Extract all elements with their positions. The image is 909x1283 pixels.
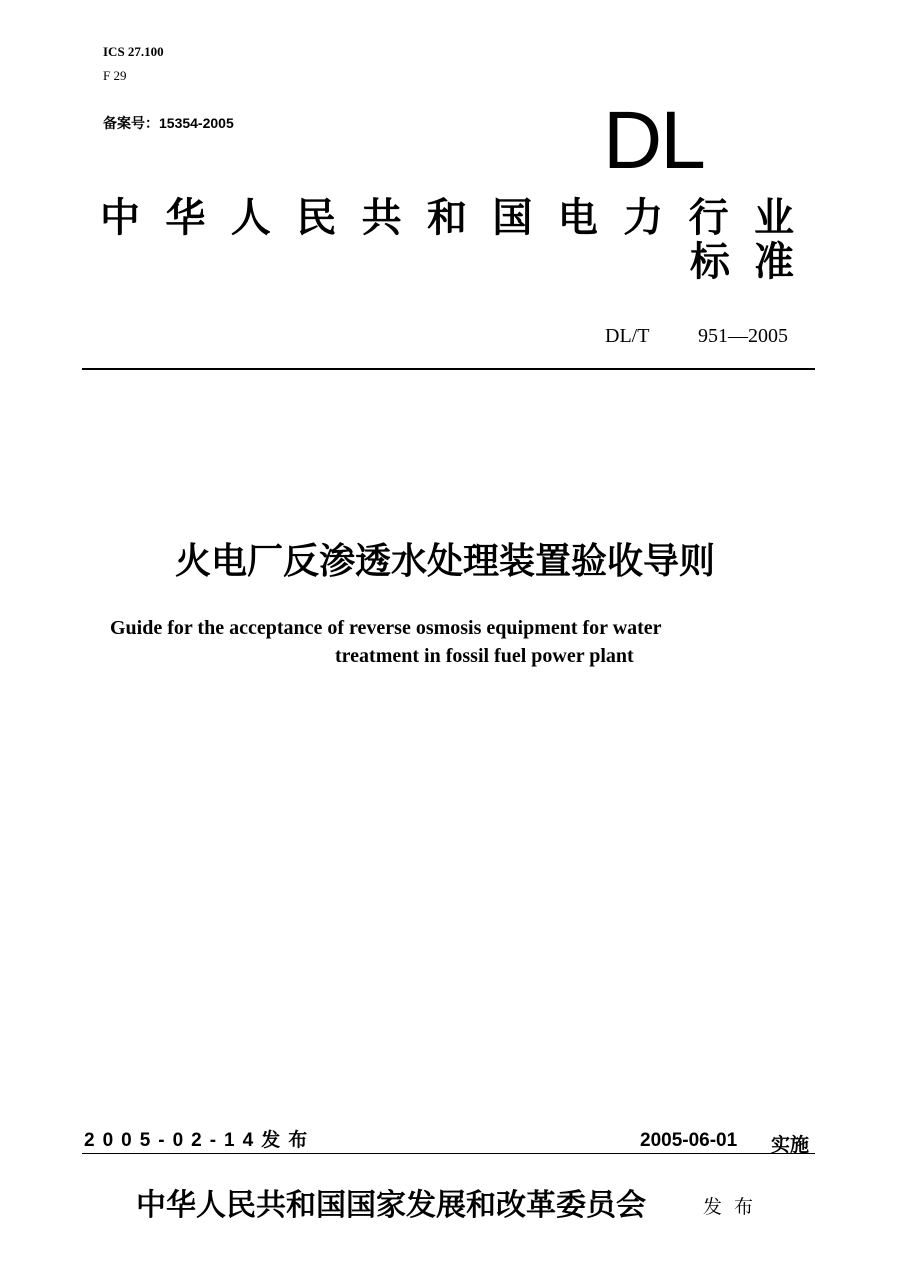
document-title-cn: 火电厂反渗透水处理装置验收导则 — [174, 540, 715, 581]
issue-date: 2005-02-14发布 — [84, 1130, 316, 1151]
ics-code: ICS 27.100 — [103, 44, 164, 59]
document-title-en-line1: Guide for the acceptance of reverse osmosis equipment for water — [110, 617, 662, 639]
top-divider — [82, 368, 815, 370]
dl-logo: DL — [603, 95, 704, 186]
document-title-en-line2: treatment in fossil fuel power plant — [335, 645, 634, 667]
implementation-label: 实施 — [771, 1135, 810, 1156]
publisher-name: 中华人民共和国国家发展和改革委员会 — [136, 1189, 646, 1222]
filing-number: 备案号：15354-2005 — [103, 115, 234, 131]
ccs-code: F 29 — [103, 68, 127, 83]
implementation-date: 2005-06-01 — [640, 1130, 738, 1151]
standard-code: DL/T — [605, 325, 650, 347]
publish-label: 发布 — [703, 1197, 766, 1218]
bottom-divider — [82, 1153, 815, 1154]
standard-number: 951—2005 — [698, 325, 788, 347]
standard-category-title: 中华人民共和国电力行业标准 — [100, 196, 818, 284]
